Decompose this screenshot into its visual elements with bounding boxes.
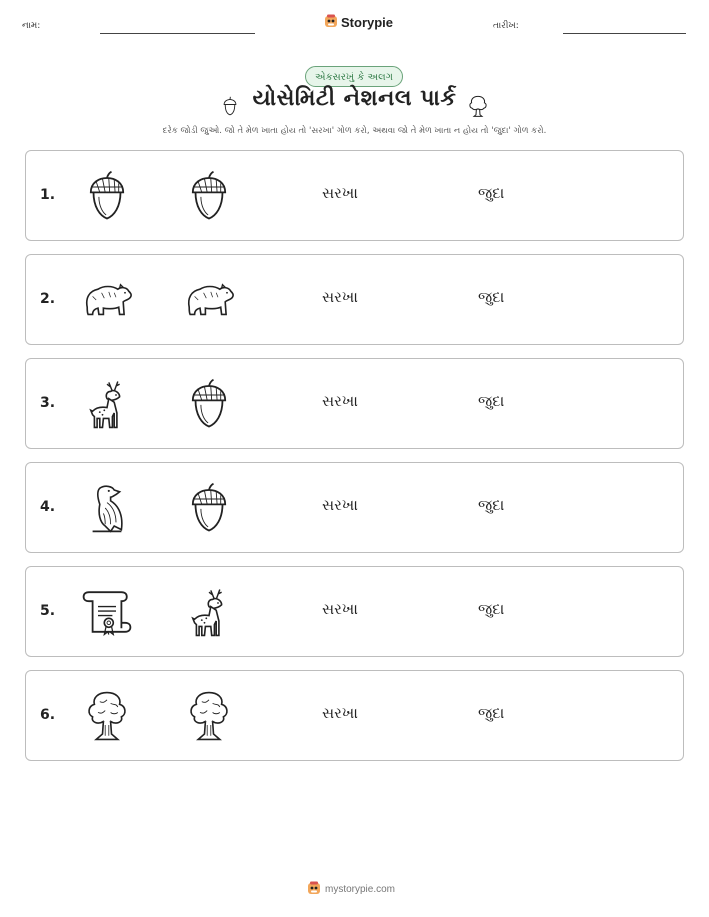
question-number: 4.: [40, 499, 56, 515]
date-label: તારીખ:: [493, 21, 519, 31]
acorn-icon: [80, 169, 134, 223]
different-option[interactable]: જુદા: [478, 704, 505, 722]
eagle-icon: [80, 481, 134, 535]
tree-icon: [182, 689, 236, 743]
brand: [324, 13, 393, 32]
different-option[interactable]: જુદા: [478, 184, 505, 202]
bear-icon: [182, 273, 236, 327]
different-option[interactable]: જુદા: [478, 392, 505, 410]
question-number: 2.: [40, 291, 56, 307]
same-option[interactable]: સરખા: [322, 496, 358, 514]
tree-icon: [466, 91, 490, 125]
question-number: 3.: [40, 395, 56, 411]
bear-icon: [80, 273, 134, 327]
different-option[interactable]: જુદા: [478, 288, 505, 306]
question-row: [25, 462, 684, 553]
question-row: [25, 670, 684, 761]
page-title: યોસેમિટી નેશનલ પાર્ક: [252, 86, 457, 111]
same-option[interactable]: સરખા: [322, 704, 358, 722]
page-footer: [307, 880, 395, 899]
storypie-logo-icon: [324, 13, 338, 32]
deer-icon: [182, 585, 236, 639]
page-header: [0, 0, 709, 50]
acorn-icon: [182, 169, 236, 223]
question-row: [25, 358, 684, 449]
question-number: 5.: [40, 603, 56, 619]
question-row: [25, 566, 684, 657]
different-option[interactable]: જુદા: [478, 600, 505, 618]
same-option[interactable]: સરખા: [322, 184, 358, 202]
acorn-icon: [182, 481, 236, 535]
brand-name: Storypie: [341, 15, 394, 30]
storypie-logo-icon: [307, 880, 321, 899]
name-label: નામ:: [22, 21, 41, 31]
question-number: 6.: [40, 707, 56, 723]
same-option[interactable]: સરખા: [322, 392, 358, 410]
acorn-icon: [182, 377, 236, 431]
deer-icon: [80, 377, 134, 431]
instructions: દરેક જોડી જુઓ. જો તે મેળ ખાતા હોય તો 'સરખા' ગોળ કરો, અથવા જો તે મેળ ખાતા ન હોય તો 'જુદા' ગોળ કરો.: [162, 126, 547, 136]
same-option[interactable]: સરખા: [322, 600, 358, 618]
category-badge: એકસરખું કે અલગ: [305, 66, 403, 87]
question-number: 1.: [40, 187, 56, 203]
different-option[interactable]: જુદા: [478, 496, 505, 514]
date-line[interactable]: [563, 33, 686, 34]
tree-icon: [80, 689, 134, 743]
name-line[interactable]: [100, 33, 255, 34]
question-row: [25, 254, 684, 345]
same-option[interactable]: સરખા: [322, 288, 358, 306]
footer-url[interactable]: mystorypie.com: [325, 884, 396, 895]
question-row: [25, 150, 684, 241]
scroll-icon: [80, 585, 134, 639]
